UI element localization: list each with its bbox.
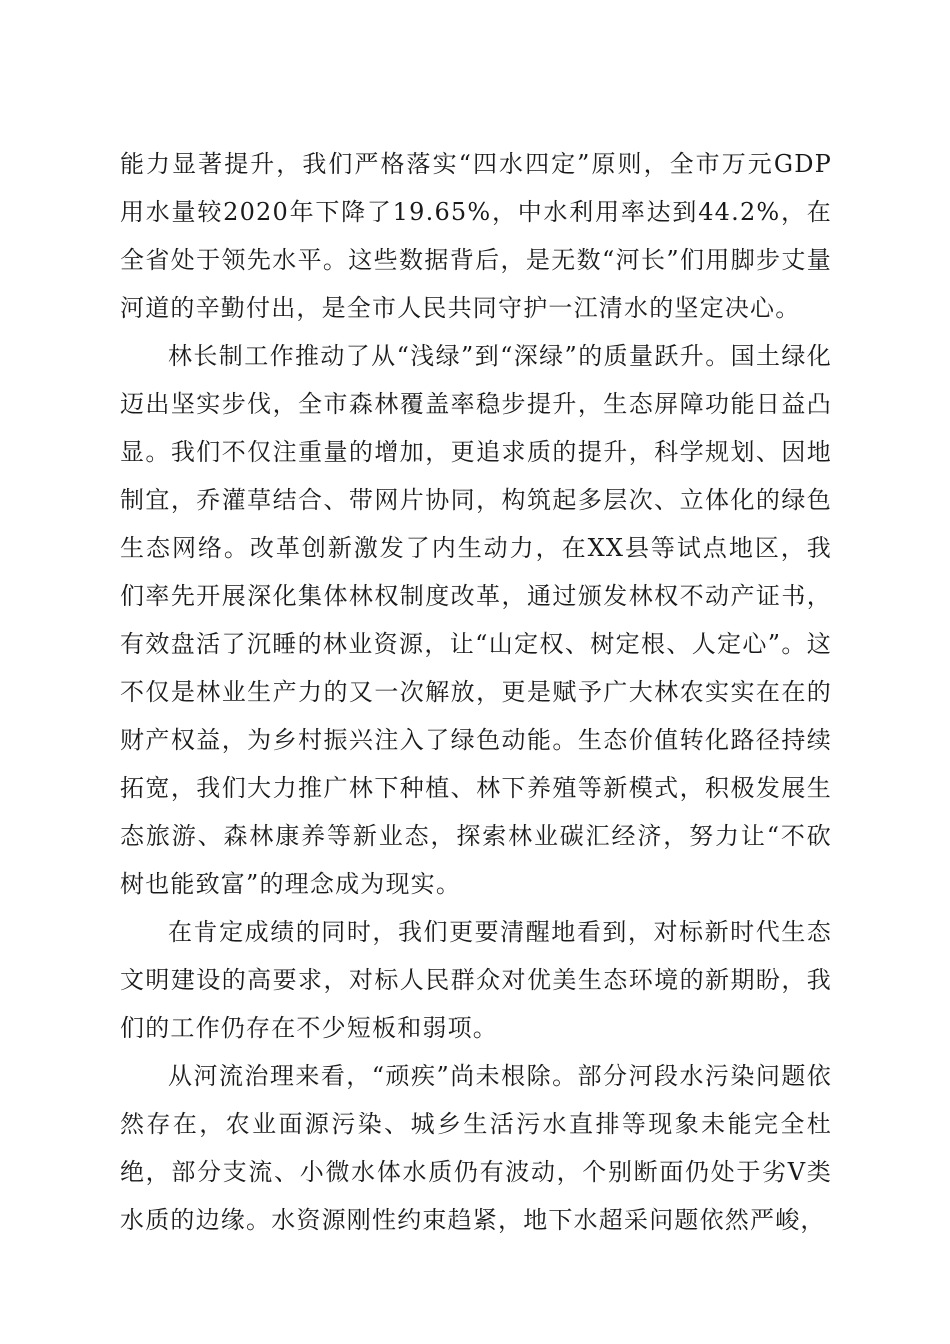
paragraph-forest-chief: 林长制工作推动了从“浅绿”到“深绿”的质量跃升。国土绿化迈出坚实步伐，全市森林覆盖率稳步提升，生态屏障功能日益凸显。我们不仅注重量的增加，更追求质的提升，科学规划、因地制宜，乔灌草结合、带网片协同，构筑起多层次、立体化的绿色生态网络。改革创新激发了内生动力，在XX县等试点地区，我们率先开展深化集体林权制度改革，通过颁发林权不动产证书，有效盘活了沉睡的林业资源，让“山定权、树定根、人定心”。这不仅是林业生产力的又一次解放，更是赋予广大林农实实在在的财产权益，为乡村振兴注入了绿色动能。生态价值转化路径持续拓宽，我们大力推广林下种植、林下养殖等新模式，积极发展生态旅游、森林康养等新业态，探索林业碳汇经济，努力让“不砍树也能致富”的理念成为现实。 <box>120 342 832 898</box>
paragraph-river-governance: 从河流治理来看，“顽疾”尚未根除。部分河段水污染问题依然存在，农业面源污染、城乡生活污水直排等现象未能完全杜绝，部分支流、小微水体水质仍有波动，个别断面仍处于劣Ⅴ类水质的边缘。水资源刚性约束趋紧，地下水超采问题依然严峻， <box>120 1062 832 1234</box>
paragraph-continued: 能力显著提升，我们严格落实“四水四定”原则，全市万元GDP用水量较2020年下降了19.65%，中水利用率达到44.2%，在全省处于领先水平。这些数据背后，是无数“河长”们用脚步丈量河道的辛勤付出，是全市人民共同守护一江清水的坚定决心。 <box>120 150 832 322</box>
body-text <box>120 140 832 1244</box>
paragraph-shortcomings: 在肯定成绩的同时，我们更要清醒地看到，对标新时代生态文明建设的高要求，对标人民群众对优美生态环境的新期盼，我们的工作仍存在不少短板和弱项。 <box>120 918 832 1042</box>
